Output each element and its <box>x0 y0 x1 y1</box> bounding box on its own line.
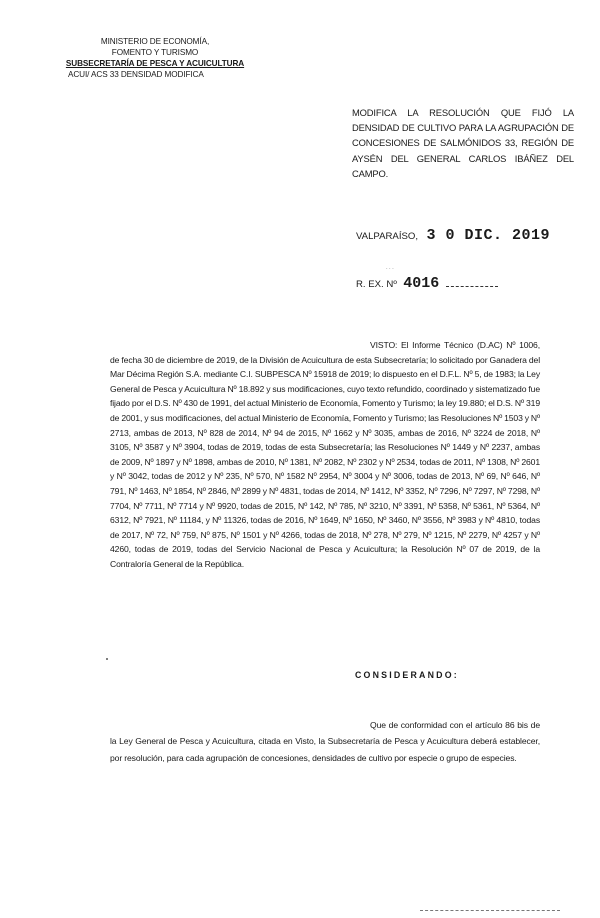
subsecretaria-line: SUBSECRETARÍA DE PESCA Y ACUICULTURA <box>65 59 245 68</box>
considerando-paragraph-1: Que de conformidad con el artículo 86 bis de la Ley General de Pesca y Acuicultura, citada en Visto, la Subsecretaría de Pesca y Acuicultura deberá establecer, por resolución, para cada agrupación de concesiones, densidades de cultivo por especie o grupo de especies. <box>110 720 540 763</box>
ministry-line-1: MINISTERIO DE ECONOMÍA, <box>100 37 210 46</box>
place-date <box>356 226 550 244</box>
ministry-line-2: FOMENTO Y TURISMO <box>111 48 199 57</box>
visto-paragraph: VISTO: El Informe Técnico (D.AC) Nº 1006, de fecha 30 de diciembre de 2019, de la División de Acuicultura de esta Subsecretaría; lo solicitado por Ganadera del Mar Décima Región S.A. mediante C.I. SUBPESCA Nº 15918 de 2019; lo dispuesto en el D.F.L. Nº 5, de 1983; la Ley General de Pesca y Acuicultura Nº 18.892 y sus modificaciones, cuyo texto refundido, coordinado y sistematizado fue fijado por el D.S. Nº 430 de 1991, del actual Ministerio de Economía, Fomento y Turismo; la ley 19.880; el D.S. Nº 319 de 2001, y sus modificaciones, del actual Ministerio de Economía, Fomento y Turismo; las Resoluciones Nº 1503 y Nº 2713, ambas de 2013, Nº 828 de 2014, Nº 94 de 2015, Nº 1662 y Nº 3035, ambas de 2016, Nº 3224 de 2018, Nº 3105, Nº 3587 y Nº 3904, todas de 2019, todas de esta Subsecretaría; las Resoluciones Nº 1449 y Nº 2237, ambas de 2009, Nº 1897 y Nº 1898, ambas de 2010, Nº 1381, Nº 2082, Nº 2302 y Nº 2534, todas de 2011, Nº 1308, Nº 2601 y Nº 3042, todas de 2012 y Nº 235, Nº 570, Nº 1582 Nº 2954, Nº 3004 y Nº 3006, todas de 2013, Nº 69, Nº 646, Nº 791, Nº 1463, Nº 1854, Nº 2846, Nº 2899 y Nº 4831, todas de 2014, Nº 1412, Nº 3352, Nº 7296, Nº 7297, Nº 7298, Nº 7704, Nº 7711, Nº 7714 y Nº 9920, todas de 2015, Nº 142, Nº 785, Nº 3210, Nº 3391, Nº 5358, Nº 5361, Nº 5364, Nº 6312, Nº 7921, Nº 11184, y Nº 11326, todas de 2016, Nº 1649, Nº 1650, Nº 3460, Nº 3556, Nº 3983 y Nº 4810, todas de 2017, Nº 72, Nº 759, Nº 875, Nº 1501 y Nº 4266, todas de 2018, Nº 278, Nº 279, Nº 1215, Nº 2279, Nº 4257 y Nº 4260, todas de 2019, todas del Servicio Nacional de Pesca y Acuicultura; la Resolución Nº 07 de 2019, de la Contraloría General de la República. <box>110 340 540 569</box>
letterhead <box>60 36 250 80</box>
resolution-number-value: 4016 <box>403 275 440 292</box>
resolution-subject: MODIFICA LA RESOLUCIÓN QUE FIJÓ LA DENSIDAD DE CULTIVO PARA LA AGRUPACIÓN DE CONCESIONES DE SALMÓNIDOS 33, REGIÓN DE AYSÉN DEL GENERAL CARLOS IBÁÑEZ DEL CAMPO. <box>352 107 574 179</box>
considerando-heading: CONSIDERANDO: <box>355 670 459 680</box>
stamp-mark: · · · <box>386 266 394 272</box>
resolution-number <box>356 274 498 292</box>
date-stamp: 3 0 DIC. 2019 <box>426 227 551 244</box>
resolution-blank-line <box>446 286 498 287</box>
reference-line: ACUI/ ACS 33 DENSIDAD MODIFICA <box>68 70 204 79</box>
footer-dashed-line <box>420 910 560 911</box>
place: VALPARAÍSO, <box>356 231 419 242</box>
resolution-label: R. EX. Nº <box>356 279 397 290</box>
margin-dot <box>106 658 108 660</box>
